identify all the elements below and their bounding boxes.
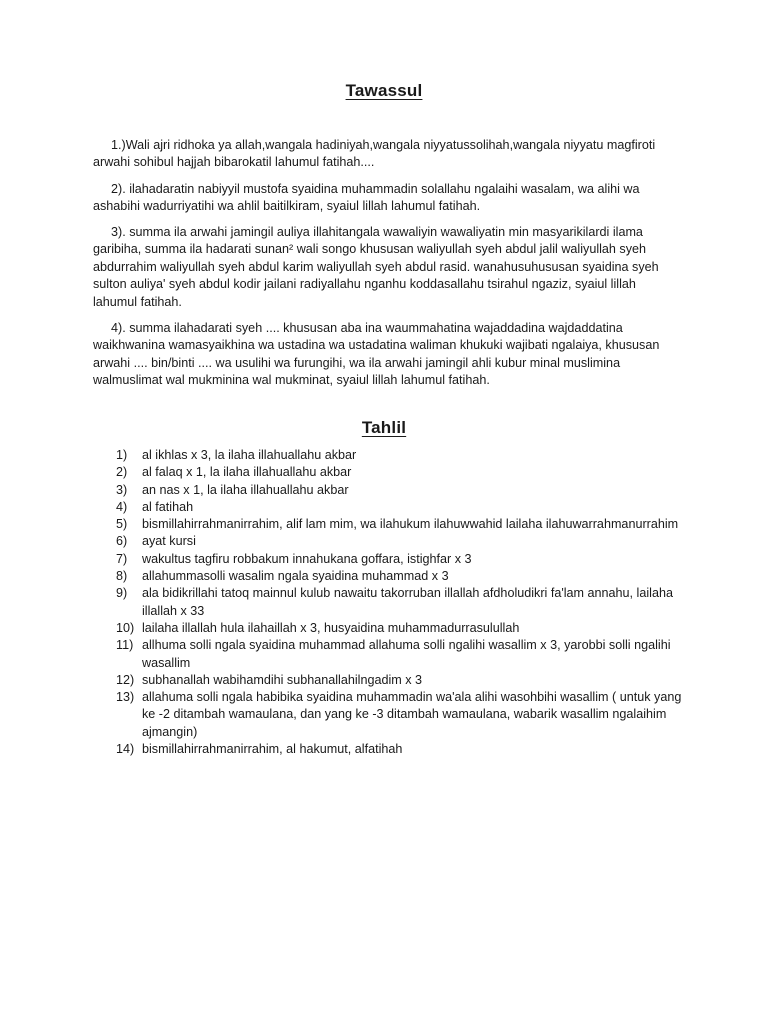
list-item-text: lailaha illallah hula ilahaillah x 3, husyaidina muhammadurrasulullah <box>142 620 520 635</box>
list-item <box>116 672 686 689</box>
list-item <box>116 689 686 741</box>
list-item <box>116 482 686 499</box>
list-item <box>116 533 686 550</box>
list-item-number: 13) <box>116 690 135 705</box>
list-item-number: 9) <box>116 586 128 601</box>
tawassul-heading: Tawassul <box>345 81 423 100</box>
list-item-text: al ikhlas x 3, la ilaha illahuallahu akbar <box>142 448 357 462</box>
list-item-number: 4) <box>116 499 128 514</box>
list-item-number: 8) <box>116 569 128 584</box>
tawassul-paragraph-3: 3). summa ila arwahi jamingil auliya illahitangala wawaliyin wawaliyatin min masyarikilardi ilama garibiha, summa ila hadarati sunan² wali songo khususan waliyullah syeh abdul jalil waliyullah syeh abdurrahim waliyullah syeh abdul karim waliyullah syeh abdul rasid. wanahusuhususan syaidina syeh sulton auliya' syeh abdul kodir jailani radiyallahu nganhu koddasallahu tsirahul ngaziz, syaiul lillah lahumul fatihah. <box>93 225 659 309</box>
list-item-text: al fatihah <box>142 499 194 514</box>
list-item-number: 12) <box>116 672 135 687</box>
list-item-text: ayat kursi <box>142 534 196 549</box>
list-item-number: 6) <box>116 534 128 549</box>
list-item-number: 14) <box>116 742 135 757</box>
list-item-text: an nas x 1, la ilaha illahuallahu akbar <box>142 482 349 497</box>
tawassul-paragraph-4: 4). summa ilahadarati syeh .... khususan aba ina waummahatina wajaddadina wajdaddatina waikhwanina wamasyaikhina wa ustadina wa ustadatina waliman khukuki wajibati ngalaiya, khususan arwahi .... bin/binti .... wa usulihi wa furungihi, wa ila arwahi jamingil ahli kubur minal muslimina walmuslimat wal mukminina wal mukminat, syaiul lillah lahumul fatihah. <box>93 321 660 388</box>
list-item <box>116 568 686 585</box>
tawassul-paragraph-1: 1.)Wali ajri ridhoka ya allah,wangala hadiniyah,wangala niyyatussolihah,wangala niyyatu magfiroti arwahi sohibul hajjah bibarokatil lahumul fatihah.... <box>93 138 656 170</box>
list-item <box>116 516 686 533</box>
list-item-text: bismillahirrahmanirrahim, alif lam mim, wa ilahukum ilahuwwahid lailaha ilahuwarrahmanurrahim <box>142 517 679 532</box>
list-item <box>116 620 686 637</box>
tahlil-list <box>116 447 686 758</box>
list-item <box>116 585 686 620</box>
list-item <box>116 464 686 481</box>
list-item-text: bismillahirrahmanirrahim, al hakumut, alfatihah <box>142 742 403 757</box>
list-item-number: 7) <box>116 551 128 566</box>
list-item-text: wakultus tagfiru robbakum innahukana goffara, istighfar x 3 <box>142 551 472 566</box>
list-item-number: 11) <box>116 638 134 653</box>
list-item <box>116 499 686 516</box>
list-item-number: 2) <box>116 465 128 480</box>
list-item-number: 3) <box>116 482 128 497</box>
list-item-text: allhuma solli ngala syaidina muhammad allahuma solli ngalihi wasallim x 3, yarobbi solli ngalihi wasallim <box>142 638 671 670</box>
list-item-text: ala bidikrillahi tatoq mainnul kulub nawaitu takorruban illallah afdholudikri fa'lam annahu, lailaha illallah x 33 <box>142 586 673 618</box>
list-item-number: 1) <box>116 448 128 462</box>
list-item-text: subhanallah wabihamdihi subhanallahilngadim x 3 <box>142 672 423 687</box>
list-item <box>116 637 686 672</box>
list-item-text: allahummasolli wasalim ngala syaidina muhammad x 3 <box>142 569 449 584</box>
tahlil-heading: Tahlil <box>361 418 407 437</box>
list-item <box>116 741 686 758</box>
list-item-text: al falaq x 1, la ilaha illahuallahu akbar <box>142 465 352 480</box>
list-item <box>116 551 686 568</box>
tawassul-paragraph-2: 2). ilahadaratin nabiyyil mustofa syaidina muhammadin solallahu ngalaihi wasalam, wa alihi wa ashabihi wadurriyatihi wa ahlil baitilkiram, syaiul lillah lahumul fatihah. <box>93 182 640 214</box>
list-item-text: allahuma solli ngala habibika syaidina muhammadin wa'ala alihi wasohbihi wasallim ( untuk yang ke -2 ditambah wamaulana, dan yang ke -3 ditambah wamaulana, wabarik wasallim ngalaihim ajmangin) <box>142 690 682 739</box>
list-item <box>116 447 686 464</box>
list-item-number: 10) <box>116 620 135 635</box>
list-item-number: 5) <box>116 517 128 532</box>
